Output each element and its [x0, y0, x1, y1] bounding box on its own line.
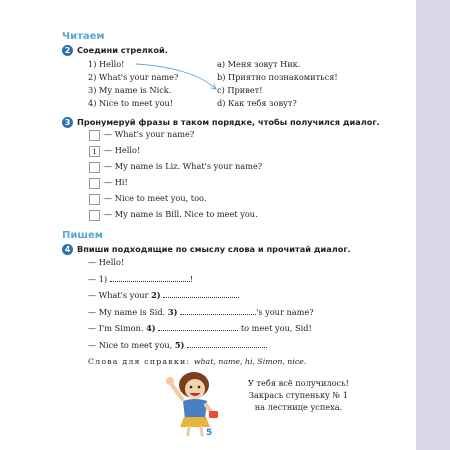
blank-3[interactable]: [180, 306, 256, 315]
task2-right-d: d) Как тебя зовут?: [217, 98, 297, 108]
task4-line-6: — Nice to meet you, 5): [88, 339, 267, 351]
task4-line-4: — My name is Sid. 3) 's your name?: [88, 307, 314, 317]
blank-5[interactable]: [187, 339, 267, 348]
task3-instruction-text: Пронумеруй фразы в таком порядке, чтобы получился диалог.: [77, 117, 380, 127]
task4-instruction-text: Впиши подходящие по смыслу слова и прочитай диалог.: [77, 244, 351, 254]
praise-text: [248, 377, 349, 413]
order-box-2[interactable]: 1: [89, 146, 100, 157]
word-bank-words: what, name, hi, Simon, nice.: [193, 357, 307, 366]
word-bank-label: Слова для справки:: [88, 357, 191, 366]
page-number: 5: [206, 428, 213, 438]
task4-line-5: — I'm Simon. 4) to meet you, Sid!: [88, 323, 312, 333]
task2-left-4: 4) Nice to meet you!: [88, 98, 174, 108]
blank-4[interactable]: [158, 322, 238, 331]
task2-instruction: [62, 45, 168, 56]
side-band: [416, 0, 450, 450]
girl-cheering-illustration: [160, 367, 230, 437]
task3-line-2: — Hello!: [104, 145, 141, 155]
task2-right-b: b) Приятно познакомиться!: [217, 72, 338, 82]
task3-line-1: — What's your name?: [104, 129, 195, 139]
task4-line-3: — What's your 2): [88, 289, 239, 301]
task-number-badge: 3: [62, 117, 73, 128]
section-title-writing: Пишем: [62, 230, 103, 241]
task2-left-1: 1) Hello!: [88, 59, 125, 69]
order-box-1[interactable]: [89, 130, 100, 141]
task3-line-3: — My name is Liz. What's your name?: [104, 161, 263, 171]
task3-line-4: — Hi!: [104, 177, 128, 187]
task-number-badge: 4: [62, 244, 73, 255]
task3-line-5: — Nice to meet you, too.: [104, 193, 207, 203]
task3-line-6: — My name is Bill. Nice to meet you.: [104, 209, 258, 219]
section-title-reading: Читаем: [62, 31, 105, 42]
task2-left-3: 3) My name is Nick.: [88, 85, 172, 95]
task2-right-a: a) Меня зовут Ник.: [217, 59, 301, 69]
task2-right-c: c) Привет!: [217, 85, 263, 95]
task4-line-2: — 1) !: [88, 274, 194, 284]
word-bank: [88, 357, 306, 366]
task2-left-2: 2) What's your name?: [88, 72, 179, 82]
praise-line-1: У тебя всё получилось!: [248, 378, 349, 388]
order-box-5[interactable]: [89, 194, 100, 205]
task3-instruction: [62, 117, 380, 128]
task2-instruction-text: Соедини стрелкой.: [77, 45, 168, 55]
praise-line-2: Закрась ступеньку № 1: [248, 390, 349, 400]
task-number-badge: 2: [62, 45, 73, 56]
blank-1[interactable]: [110, 273, 190, 282]
order-box-4[interactable]: [89, 178, 100, 189]
order-box-6[interactable]: [89, 210, 100, 221]
blank-2[interactable]: [163, 289, 239, 298]
task4-instruction: [62, 244, 351, 255]
task4-line-1: — Hello!: [88, 257, 125, 267]
order-box-3[interactable]: [89, 162, 100, 173]
praise-line-3: на лестнице успеха.: [254, 402, 343, 412]
